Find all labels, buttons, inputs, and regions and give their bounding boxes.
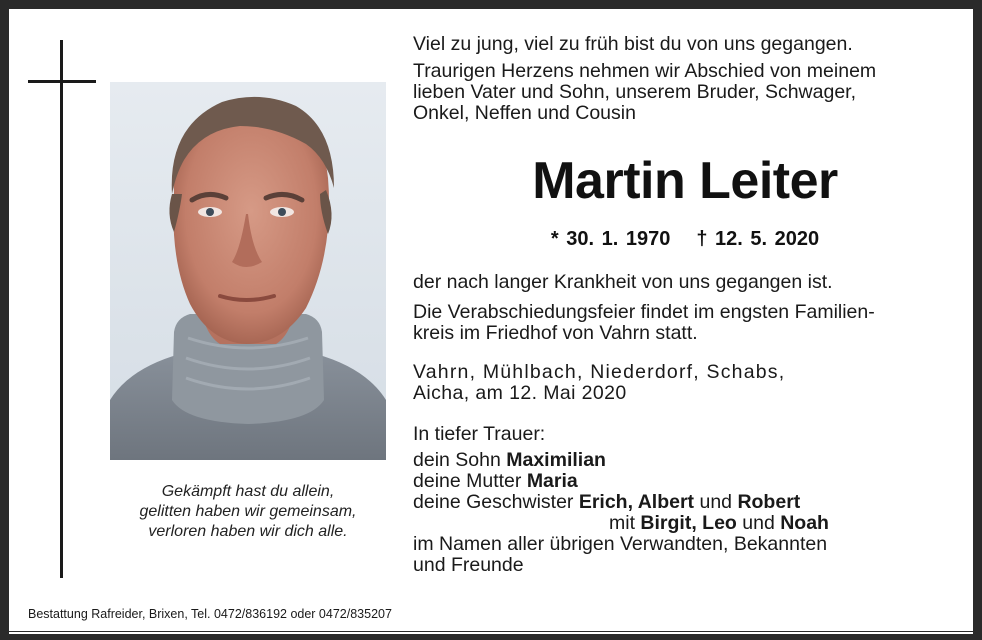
birth-date: * 30. 1. 1970 — [550, 228, 671, 250]
mourner-name: Erich, Albert — [578, 491, 695, 513]
intro-line: Viel zu jung, viel zu früh bist du von uns gegangen. — [413, 33, 853, 55]
relation-label: deine Geschwister — [413, 491, 579, 513]
cross-icon-horizontal — [28, 80, 96, 83]
place-date-line: Aicha, am 12. Mai 2020 — [413, 382, 627, 404]
mourners-closing-line: und Freunde — [413, 554, 524, 576]
mourners-heading: In tiefer Trauer: — [413, 423, 546, 445]
ceremony-line: kreis im Friedhof von Vahrn statt. — [413, 322, 698, 344]
death-date: † 12. 5. 2020 — [696, 228, 820, 250]
cross-icon-vertical — [60, 40, 63, 578]
mourner-son — [413, 450, 829, 471]
conjunction: und — [694, 491, 738, 513]
memorial-motto — [110, 482, 386, 542]
mourners-block — [413, 424, 829, 576]
ceremony-text — [413, 302, 875, 344]
life-dates — [413, 228, 957, 251]
intro-line: Traurigen Herzens nehmen wir Abschied von meinem — [413, 60, 877, 82]
mourner-name: Robert — [737, 491, 801, 513]
ceremony-line: Die Verabschiedungsfeier findet im engsten Familien- — [413, 301, 875, 323]
mourner-partners — [413, 513, 829, 534]
mourner-name: Maximilian — [506, 449, 606, 471]
mourner-mother — [413, 471, 829, 492]
intro-line: Onkel, Neffen und Cousin — [413, 102, 636, 124]
mourner-name: Birgit, Leo — [640, 512, 737, 534]
relation-label: deine Mutter — [413, 470, 527, 492]
portrait-image — [110, 82, 386, 460]
mourner-name: Maria — [526, 470, 578, 492]
motto-line: Gekämpft hast du allein, — [161, 483, 335, 500]
mourner-name: Noah — [780, 512, 829, 534]
mourners-closing-line: im Namen aller übrigen Verwandten, Bekannten — [413, 533, 828, 555]
motto-line: gelitten haben wir gemeinsam, — [139, 503, 357, 520]
funeral-home-footer: Bestattung Rafreider, Brixen, Tel. 0472/836192 oder 0472/835207 — [28, 607, 392, 621]
relation-label: mit — [609, 512, 641, 534]
relation-label: dein Sohn — [413, 449, 507, 471]
deceased-name: Martin Leiter — [532, 152, 838, 210]
portrait-photo — [110, 82, 386, 460]
mourner-siblings — [413, 492, 829, 513]
place-date-line: Vahrn, Mühlbach, Niederdorf, Schabs, — [413, 361, 786, 383]
conjunction: und — [736, 512, 781, 534]
intro-text — [413, 34, 963, 124]
footer-divider — [9, 631, 973, 632]
motto-line: verloren haben wir dich alle. — [148, 523, 348, 540]
illness-line: der nach langer Krankheit von uns gegangen ist. — [413, 271, 833, 293]
intro-line: lieben Vater und Sohn, unserem Bruder, Schwager, — [413, 81, 856, 103]
place-date-text — [413, 362, 785, 404]
